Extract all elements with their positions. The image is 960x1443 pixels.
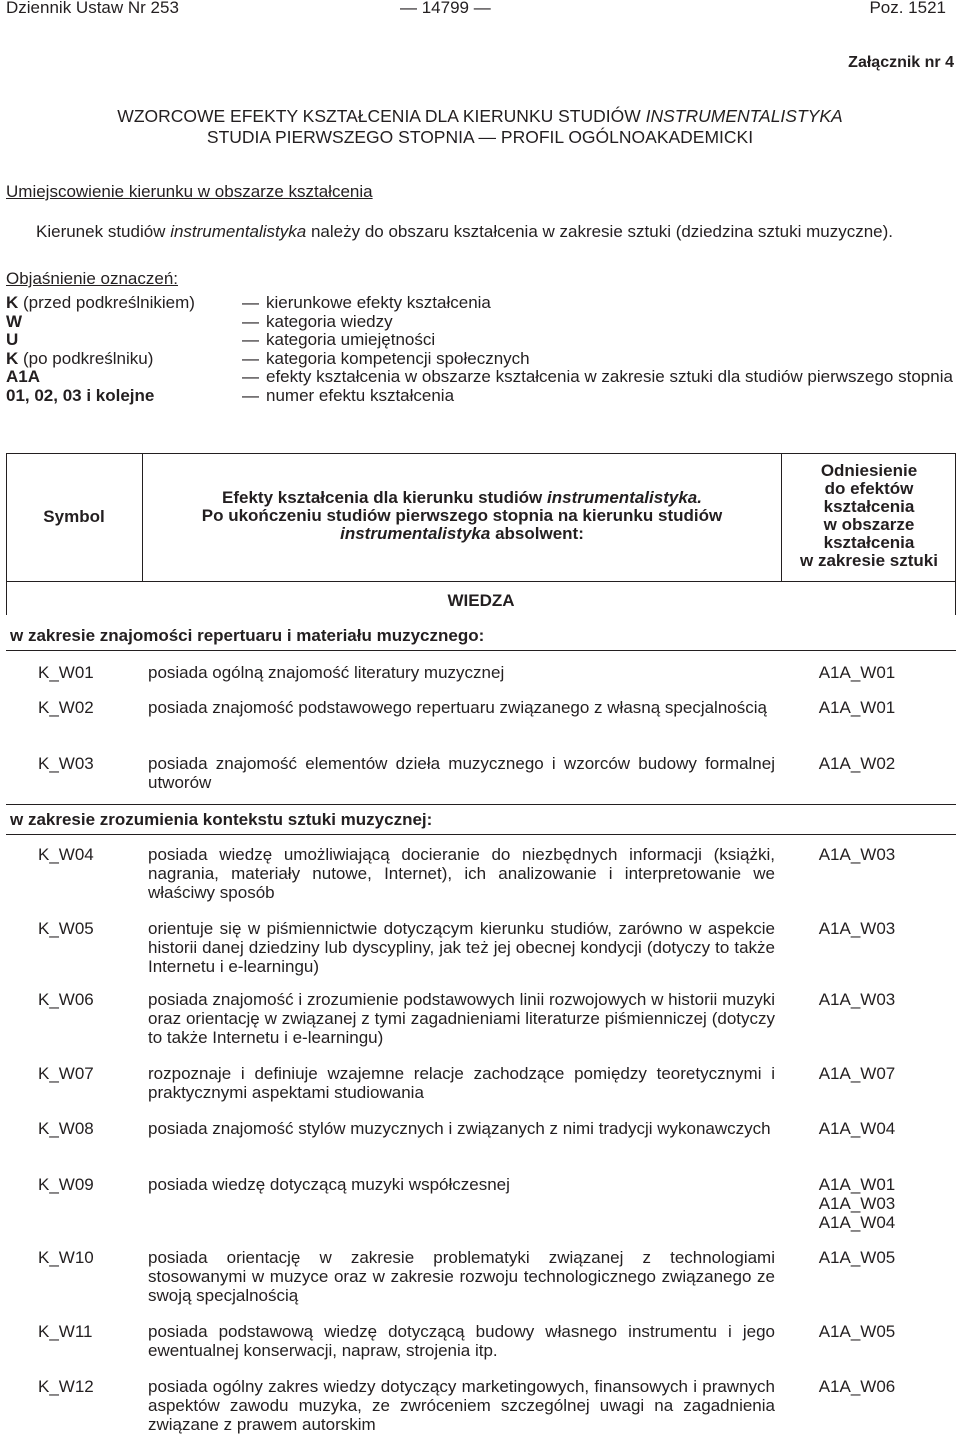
col-header-reference-line: w obszarze [823,515,915,534]
legend-dash: — [242,330,259,349]
effect-symbol: K_W08 [38,1119,94,1138]
subsection-context: w zakresie zrozumienia kontekstu sztuki muzycznej: [10,810,433,829]
col-effects-text1: Efekty kształcenia dla kierunku studiów [222,488,548,507]
legend-desc: kategoria umiejętności [266,330,436,349]
col-header-symbol: Symbol [43,507,105,526]
effect-description: posiada ogólną znajomość literatury muzycznej [148,663,505,682]
legend-dash: — [242,311,259,331]
legend-item [6,331,956,350]
location-heading: Umiejscowienie kierunku w obszarze kształcenia [6,182,373,201]
col-effects-italic3: instrumentalistyka [340,524,491,543]
title-field-name: INSTRUMENTALISTYKA [645,106,843,126]
effect-reference: A1A_W01 A1A_W03 A1A_W04 [818,1175,896,1232]
effect-reference: A1A_W04 [818,1119,896,1138]
effect-symbol: K_W02 [38,698,94,717]
col-header-reference-line: do efektów [824,479,914,498]
effect-symbol: K_W06 [38,990,94,1009]
title-line1: WZORCOWE EFEKTY KSZTAŁCENIA DLA KIERUNKU STUDIÓW [117,106,646,126]
effect-description: posiada ogólny zakres wiedzy dotyczący marketingowych, finansowych i prawnych aspektów zawodu muzyka, ze zwróceniem szczególnej uwagi na zagadnienia związane z prawem autorskim [148,1377,775,1434]
legend-item [6,387,956,406]
annex-label: Załącznik nr 4 [848,54,954,71]
page-number: — 14799 — [400,0,491,17]
effect-reference: A1A_W05 [818,1248,896,1267]
effect-reference: A1A_W07 [818,1064,896,1083]
effect-symbol: K_W10 [38,1248,94,1267]
effect-description: orientuje się w piśmiennictwie dotyczącym kierunku studiów, zarówno w aspekcie historii danej dziedziny lub dyscypliny, jak też jej obecnej kondycji (dotyczy to także Internetu i e-learningu) [148,919,775,976]
effect-reference: A1A_W03 [818,845,896,864]
effect-reference: A1A_W05 [818,1322,896,1341]
legend-dash: — [242,348,259,368]
effect-reference: A1A_W03 [818,990,896,1009]
legend-key: K (przed podkreślnikiem) [6,293,195,312]
effect-symbol: K_W04 [38,845,94,864]
legend-item [6,294,956,313]
col-header-effects [143,489,781,543]
journal-title: Dziennik Ustaw Nr 253 [6,0,179,17]
section-wiedza: WIEDZA [447,591,515,610]
effect-reference: A1A_W02 [818,754,896,773]
legend-desc: numer efektu kształcenia [266,385,455,405]
subsection-repertoire: w zakresie znajomości repertuaru i materiału muzycznego: [10,626,485,645]
legend-key: A1A [6,367,41,386]
legend-title: Objaśnienie oznaczeń: [6,269,179,288]
col-header-reference-line: Odniesienie [820,461,918,480]
legend-desc: efekty kształcenia w obszarze kształcenia w zakresie sztuki dla studiów pierwszego stopnia [266,367,953,386]
effect-reference: A1A_W01 [818,698,896,717]
effect-description: rozpoznaje i definiuje wzajemne relacje zachodzące pomiędzy teoretycznymi i praktycznymi aspektami studiowania [148,1064,775,1102]
effect-description: posiada znajomość stylów muzycznych i związanych z nimi tradycji wykonawczych [148,1119,771,1138]
legend-key: 01, 02, 03 i kolejne [6,385,155,405]
col-header-reference [782,462,956,570]
document-title [0,106,960,148]
effect-symbol: K_W12 [38,1377,94,1396]
legend-item [6,313,956,332]
col-effects-italic1: instrumentalistyka. [547,488,702,507]
legend [6,294,956,405]
effect-symbol: K_W11 [38,1322,93,1341]
effect-symbol: K_W09 [38,1175,94,1194]
location-text-italic: instrumentalistyka [170,222,307,241]
legend-desc: kierunkowe efekty kształcenia [266,293,491,312]
legend-desc: kategoria kompetencji społecznych [266,348,530,368]
col-header-reference-line: kształcenia [823,533,915,552]
effect-reference: A1A_W01 [818,663,896,682]
effect-description: posiada znajomość elementów dzieła muzycznego i wzorców budowy formalnej utworów [148,754,775,792]
effects-table [6,453,956,1443]
effect-symbol: K_W01 [38,663,94,682]
effect-description: posiada wiedzę umożliwiającą docieranie do niezbędnych informacji (książki, nagrania, materiały nutowe, Internet), ich analizowanie i interpretowanie we właściwy sposób [148,845,775,902]
effect-description: posiada wiedzę dotyczącą muzyki współczesnej [148,1175,510,1194]
legend-dash: — [242,385,259,405]
legend-item [6,350,956,369]
effect-description: posiada znajomość i zrozumienie podstawowych linii rozwojowych w historii muzyki oraz orientację w związanej z tymi zagadnieniami literaturze piśmienniczej (dotyczy to także Internetu i e-learningu) [148,990,775,1047]
effect-description: posiada podstawową wiedzę dotyczącą budowy własnego instrumentu i jego ewentualnej konserwacji, napraw, strojenia itp. [148,1322,775,1360]
effect-symbol: K_W07 [38,1064,94,1083]
legend-key: W [6,311,23,331]
location-text-prefix: Kierunek studiów [36,222,171,241]
col-header-reference-line: w zakresie sztuki [800,551,938,570]
effect-description: posiada znajomość podstawowego repertuaru związanego z własną specjalnością [148,698,767,717]
legend-key: K (po podkreślniku) [6,348,154,368]
location-paragraph [6,221,954,243]
legend-item [6,368,956,387]
position-number: Poz. 1521 [869,0,946,17]
title-line2: STUDIA PIERWSZEGO STOPNIA — PROFIL OGÓLNOAKADEMICKI [206,127,754,147]
col-header-reference-line: kształcenia [823,497,915,516]
col-effects-text3: absolwent: [490,524,584,543]
effect-description: posiada orientację w zakresie problematyki związanej z technologiami stosowanymi w muzyce oraz w zakresie rozwoju technologicznego związanego ze swoją specjalnością [148,1248,775,1305]
legend-dash: — [242,367,259,386]
effect-symbol: K_W05 [38,919,94,938]
legend-key: U [6,330,19,349]
location-text-suffix: należy do obszaru kształcenia w zakresie sztuki (dziedzina sztuki muzyczne). [306,222,893,241]
legend-dash: — [242,293,259,312]
effect-symbol: K_W03 [38,754,94,773]
col-effects-text2: Po ukończeniu studiów pierwszego stopnia na kierunku studiów [201,506,723,525]
legend-desc: kategoria wiedzy [266,311,393,331]
effect-reference: A1A_W06 [818,1377,896,1396]
effect-reference: A1A_W03 [818,919,896,938]
